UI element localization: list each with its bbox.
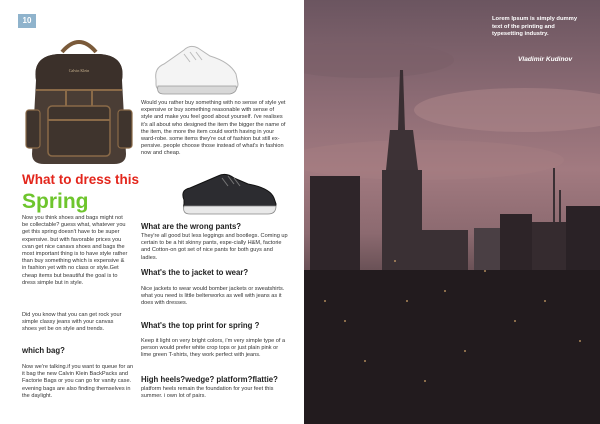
intro-text: Would you rather buy something with no sense of style yet expensive or buy something reasonable with sense of style and make you feel good about yourself. i've realises it's all about who designed the item the bigger the name of the item, the more the item could worth having in your ward-robe. some items they're out of fashion but still ex-pensive. people choose those instead of what's in fashion now and cheap. <box>141 100 286 157</box>
left-para-2: Did you know that you can get rock your simple classy jeans with your canvas shoes yet be on style and trends. <box>22 312 122 333</box>
section-text-print: Keep it light on very bright colors, i'm very simple type of a person would prefer white crop tops or just plain pink or lime green T-shirts, they work perfect with jeans. <box>141 338 286 359</box>
which-bag-heading: which bag? <box>22 346 65 355</box>
section-heading-jacket: What's the to jacket to wear? <box>141 268 249 277</box>
right-page-photo <box>304 0 600 424</box>
photo-caption: Lorem Ipsum is simply dummy text of the printing and typesetting industry. <box>492 16 578 38</box>
section-text-pants: They're all good but less leggings and bootlegs. Coming up certain to be a hit skinny pants, espe-cially H&M, factorie and Cotton-on got set of nice pants for both guys and ladies. <box>141 233 288 261</box>
left-para-3: Now we're talking.if you want to queue for an it bag the new Calvin Klein BackPacks and Factorie Bags or you can go for vanity case. evening bags are also finding themselves in the daylight. <box>22 364 134 399</box>
backpack-brand: Calvin Klein <box>68 68 90 73</box>
black-sneaker-image <box>178 168 280 218</box>
photo-author: Vladimir Kudinov <box>518 56 573 63</box>
title-line-1: What to dress this <box>22 172 140 187</box>
skyline-illustration <box>304 0 600 424</box>
backpack-image <box>22 36 136 166</box>
page-number: 10 <box>18 14 36 28</box>
section-heading-heels: High heels?wedge? platform?flattie? <box>141 375 278 384</box>
left-para-1: Now you think shoes and bags might not be collectable? guess what, whatever you get this spring doesn't have to be super expensive. but with favorable prices you cvan get nice canavs shoes and bags the most important thing is to have style rather than buy something which is expensive & in fashion yet with no class or style.Get cheap items but beautiful the goal is to dress simple but in style. <box>22 215 128 286</box>
section-heading-pants: What are the wrong pants? <box>141 222 242 231</box>
section-heading-print: What's the top print for spring ? <box>141 321 260 330</box>
title-line-2: Spring <box>22 190 89 213</box>
white-sneaker-image <box>150 40 242 100</box>
section-text-heels: platform heels remain the foundation for your feet this summer. i own lot of pairs. <box>141 386 274 400</box>
section-text-jacket: Nice jackets to wear would bomber jackets or sweatshirts. what you need is little belterworks as well with jeans as it does with dresses. <box>141 286 285 307</box>
